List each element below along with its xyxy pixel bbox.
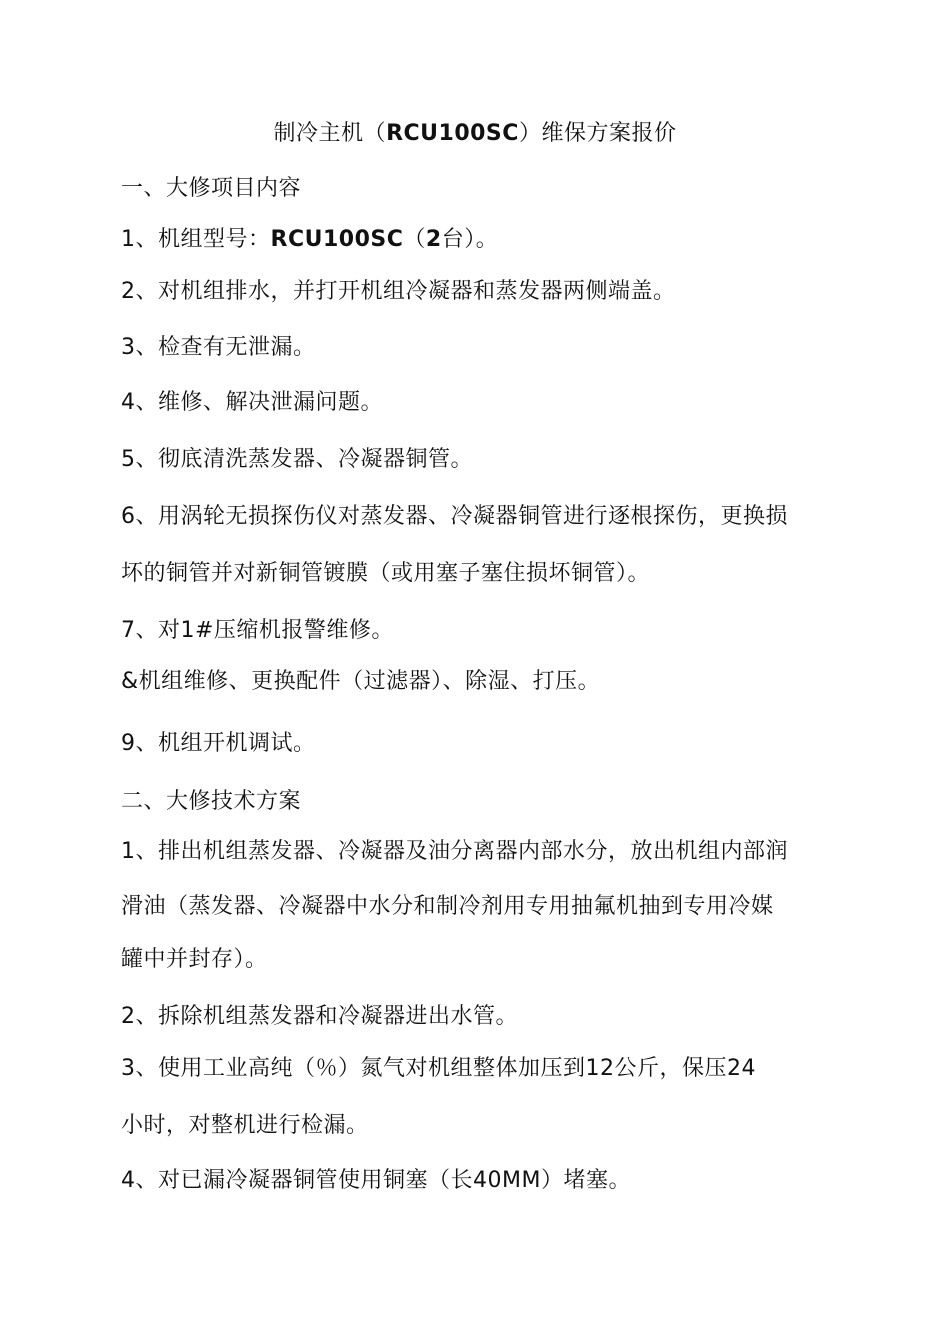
section2-item2: 2、拆除机组蒸发器和冷凝器进出水管。 [121,1004,518,1029]
section1-item7: 7、对1#压缩机报警维修。 [121,618,394,643]
item1-unit: 台）。 [441,227,499,252]
section1-item2: 2、对机组排水，并打开机组冷凝器和蒸发器两侧端盖。 [121,279,676,304]
item1-count: 2 [425,227,442,252]
section1-item6-line1: 6、用涡轮无损探伤仪对蒸发器、冷凝器铜管进行逐根探伤，更换损 [121,504,788,529]
section1-item5: 5、彻底清洗蒸发器、冷凝器铜管。 [121,447,473,472]
section1-item4: 4、维修、解决泄漏问题。 [121,390,383,415]
section1-item8: &机组维修、更换配件（过滤器）、除湿、打压。 [121,669,601,694]
section2-item1-line2: 滑油（蒸发器、冷凝器中水分和制冷剂用专用抽氟机抽到专用冷媒 [121,894,774,919]
section2-item1-line3: 罐中并封存）。 [121,947,268,972]
section1-item9: 9、机组开机调试。 [121,731,316,756]
section1-item6-line2: 坏的铜管并对新铜管镀膜（或用塞子塞住损坏铜管）。 [121,561,651,586]
title-prefix: 制冷主机（ [273,121,387,146]
section2-heading: 二、大修技术方案 [121,789,302,814]
section2-item4: 4、对已漏冷凝器铜管使用铜塞（长40MM）堵塞。 [121,1168,631,1193]
title-suffix: ）维保方案报价 [518,121,677,146]
section1-item1 [121,226,498,254]
section1-heading: 一、大修项目内容 [121,176,302,201]
section2-item3-line1: 3、使用工业高纯（％）氮气对机组整体加压到12公斤，保压24 [121,1056,756,1081]
section2-item1-line1: 1、排出机组蒸发器、冷凝器及油分离器内部水分，放出机组内部润 [121,839,788,864]
item1-model: RCU100SC [270,227,404,252]
document-title [0,120,950,148]
title-model: RCU100SC [386,121,519,146]
item1-label: 1、机组型号： [121,227,271,252]
section1-item3: 3、检查有无泄漏。 [121,335,316,360]
section2-item3-line2: 小时，对整机进行检漏。 [121,1113,369,1138]
item1-paren: （ [403,227,426,252]
